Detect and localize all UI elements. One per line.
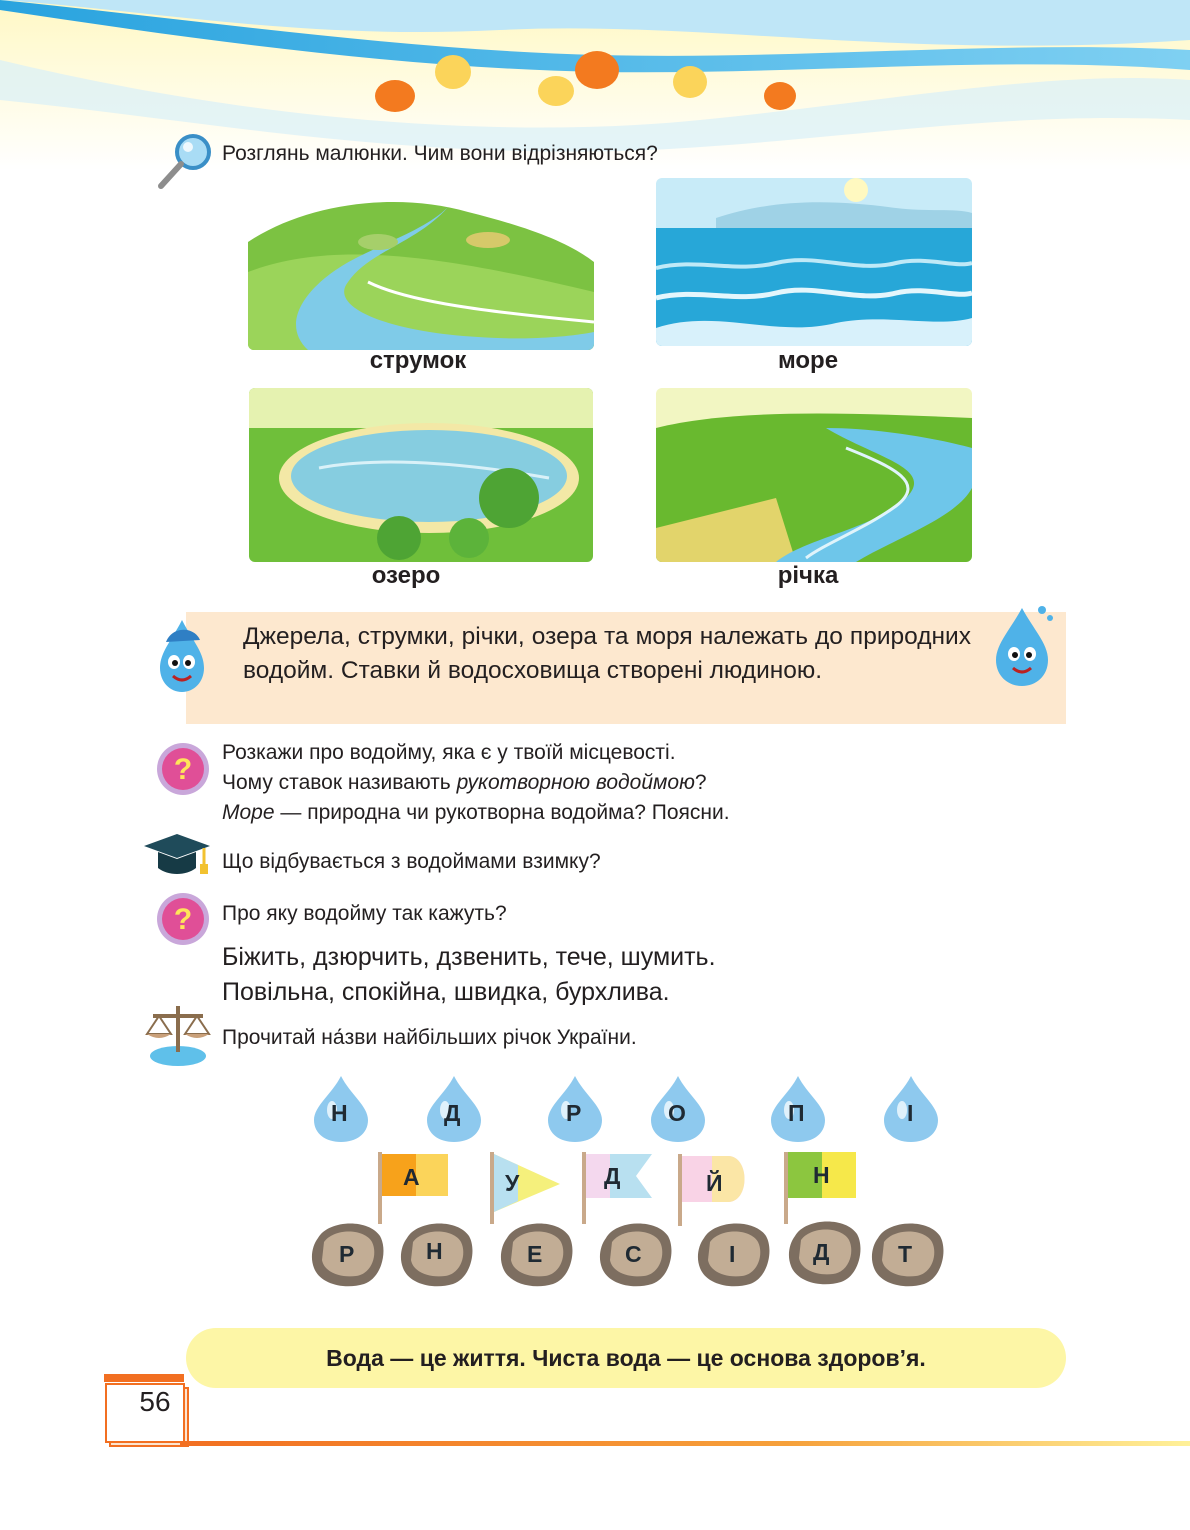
letter-stone: Т — [868, 1218, 946, 1290]
task-look-at-pictures: Розглянь малюнки. Чим вони відрізняються? — [222, 142, 658, 165]
svg-text:?: ? — [173, 903, 193, 936]
task-rivers: Прочитай назви найбільших річок України. — [222, 1026, 637, 1049]
letter-drop: Д — [423, 1074, 485, 1144]
info-text: Джерела, струмки, річки, озера та моря належать до природних водойм. Ставки й водосховища створені людиною. — [243, 623, 971, 684]
letter-flag: У — [488, 1150, 562, 1228]
picture-lake — [249, 388, 593, 562]
riddle-line-1: Біжить, дзюрчить, дзвенить, тече, шумить. — [222, 943, 716, 971]
letter-drop: І — [880, 1074, 942, 1144]
task-winter: Що відбувається з водоймами взимку? — [222, 850, 601, 873]
riddle-words — [222, 940, 716, 1010]
picture-river — [656, 388, 972, 562]
letter-flag: Н — [782, 1150, 856, 1228]
letter-stone: Д — [785, 1216, 863, 1288]
letter-stone: І — [694, 1218, 772, 1290]
letter-stone: С — [596, 1218, 674, 1290]
footer-divider — [180, 1441, 1190, 1446]
letter-drop: О — [647, 1074, 709, 1144]
letter-drop: Н — [310, 1074, 372, 1144]
caption-lake: озеро — [371, 562, 441, 589]
letter-stone: Н — [397, 1218, 475, 1290]
letter-stone: Е — [497, 1218, 575, 1290]
question-sea: Море — природна чи рукотворна водойма? Поясни. — [222, 801, 730, 824]
motto-text: Вода — це життя. Чиста вода — це основа здоров’я. — [326, 1345, 926, 1371]
caption-sea: море — [777, 347, 839, 374]
riddle-question: Про яку водойму так кажуть? — [222, 902, 507, 925]
questions-block — [222, 738, 730, 828]
picture-stream — [248, 182, 594, 350]
letter-flag: А — [376, 1150, 450, 1228]
caption-river: річка — [777, 562, 839, 589]
question-icon — [155, 891, 211, 947]
graduation-cap-icon — [142, 832, 212, 878]
letter-flag: Й — [676, 1152, 750, 1230]
letter-stone: Р — [308, 1218, 386, 1290]
letter-drop: Р — [544, 1074, 606, 1144]
svg-text:?: ? — [173, 753, 193, 786]
page-number: 56 — [139, 1386, 171, 1417]
magnifier-icon — [157, 132, 213, 190]
scales-icon — [143, 1000, 213, 1068]
caption-stream: струмок — [369, 347, 467, 374]
picture-sea — [656, 178, 972, 346]
riddle-line-2: Повільна, спокійна, швидка, бурхлива. — [222, 978, 670, 1006]
water-drop-character-icon — [148, 612, 216, 702]
water-drop-character-icon — [982, 602, 1062, 694]
question-pond: Чому ставок називають рукотворною водоймою? — [222, 771, 707, 794]
question-local-water: Розкажи про водойму, яка є у твоїй місцевості. — [222, 741, 676, 764]
question-icon — [155, 741, 211, 797]
letter-flag: Д — [580, 1150, 654, 1228]
letter-drop: П — [767, 1074, 829, 1144]
